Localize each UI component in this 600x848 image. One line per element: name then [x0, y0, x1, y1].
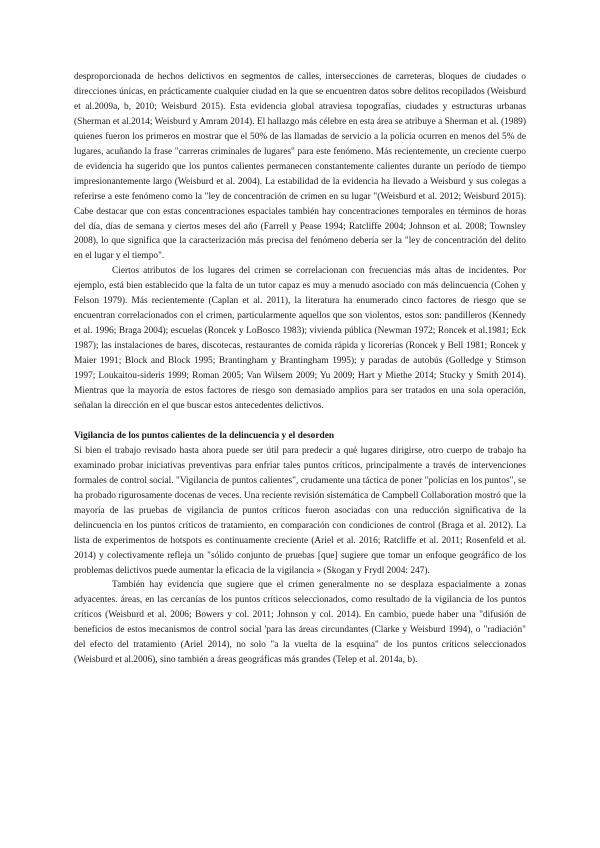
paragraph-displacement: También hay evidencia que sugiere que el crimen generalmente no se desplaza espacialmente a zonas adyacentes. áreas, en las cercanías de los puntos críticos seleccionados, como resultado de la vigilancia de los puntos críticos (Weisburd et al. 2006; Bowers y col. 2011; Johnson y col. 2014). En cambio, puede haber una "difusión de beneficios de estos mecanismos de control social 'para las áreas circundantes (Clarke y Weisburd 1994), o "radiación" del efecto del tratamiento (Ariel 2014), no solo "a la vuelta de la esquina" de los puntos críticos seleccionados (Weisburd et al.2006), sino también a áreas geográficas más grandes (Telep et al. 2014a, b). [74, 580, 526, 666]
paragraph-concentration: desproporcionada de hechos delictivos en segmentos de calles, intersecciones de carreteras, bloques de ciudades o direcciones únicas, en prácticamente cualquier ciudad en la que se encuentren datos sobre delitos recopilados (Weisburd et al.2009a, b, 2010; Weisburd 2015). Esta evidencia global atraviesa topografías, ciudades y estructuras urbanas (Sherman et al.2014; Weisburd y Amram 2014). El hallazgo más célebre en esta área se atribuye a Sherman et al. (1989) quienes fueron los primeros en mostrar que el 50% de las llamadas de servicio a la policía ocurren en menos del 5% de lugares, acuñando la frase "carreras criminales de lugares" para este fenómeno. Más recientemente, un creciente cuerpo de evidencia ha sugerido que los puntos calientes permanecen constantemente calientes durante un período de tiempo impresionantemente largo (Weisburd et al. 2004). La estabilidad de la evidencia ha llevado a Weisburd y sus colegas a referirse a este fenómeno como la "ley de concentración de crimen en su lugar "(Weisburd et al. 2012; Weisburd 2015). Cabe destacar que con estas concentraciones espaciales también hay concentraciones temporales en términos de horas del día, días de semana y ciertos meses del año (Farrell y Pease 1994; Ratcliffe 2004; Johnson et al. 2008; Townsley 2008), lo que significa que la caracterización más precisa del fenómeno debería ser la "ley de concentración del delito en el lugar y el tiempo". [74, 72, 526, 262]
section-spacer [74, 414, 526, 429]
page-body [74, 70, 526, 668]
section-heading: Vigilancia de los puntos calientes de la delincuencia y el desorden [74, 430, 335, 441]
paragraph-hotspot-policing: Si bien el trabajo revisado hasta ahora puede ser útil para predecir a qué lugares dirigirse, otro cuerpo de trabajo ha examinado probar iniciativas preventivas para enfriar tales puntos críticos, principalmente a través de intervenciones formales de control social. "Vigilancia de puntos calientes", crudamente una táctica de poner "policías en los puntos", se ha probado rigurosamente docenas de veces. Una reciente revisión sistemática de Campbell Collaboration mostró que la mayoría de las pruebas de vigilancia de puntos críticos fueron asociadas con una reducción significativa de la delincuencia en los puntos críticos de tratamiento, en comparación con condiciones de control (Braga et al. 2012). La lista de experimentos de hotspots es continuamente creciente (Ariel et al. 2016; Ratcliffe et al. 2011; Rosenfeld et al. 2014) y colectivamente refleja un "sólido conjunto de pruebas [que] sugiere que tomar un enfoque geográfico de los problemas delictivos puede aumentar la eficacia de la vigilancia » (Skogan y Frydl 2004: 247). [74, 445, 526, 576]
paragraph-risk-factors: Ciertos atributos de los lugares del crimen se correlacionan con frecuencias más altas de incidentes. Por ejemplo, está bien establecido que la falta de un tutor capaz es muy a menudo asociado con más delincuencia (Cohen y Felson 1979). Más recientemente (Caplan et al. 2011), la literatura ha enumerado cinco factores de riesgo que se encuentran correlacionados con el crimen, particularmente aquellos que son violentos, estos son: pandilleros (Kennedy et al. 1996; Braga 2004); escuelas (Roncek y LoBosco 1983); vivienda pública (Newman 1972; Roncek et al.1981; Eck 1987); las instalaciones de bares, discotecas, restaurantes de comida rápida y licorerías (Roncek y Bell 1981; Roncek y Maier 1991; Block and Block 1995; Brantingham y Brantingham 1995); y paradas de autobús (Golledge y Stimson 1997; Loukaitou-sideris 1999; Roman 2005; Van Wilsem 2009; Yu 2009; Hart y Miethe 2014; Stucky y Smith 2014). Mientras que la mayoría de estos factores de riesgo son demasiado amplios para ser tratados en una sola operación, señalan la dirección en el que buscar estos antecedentes delictivos. [74, 266, 526, 411]
